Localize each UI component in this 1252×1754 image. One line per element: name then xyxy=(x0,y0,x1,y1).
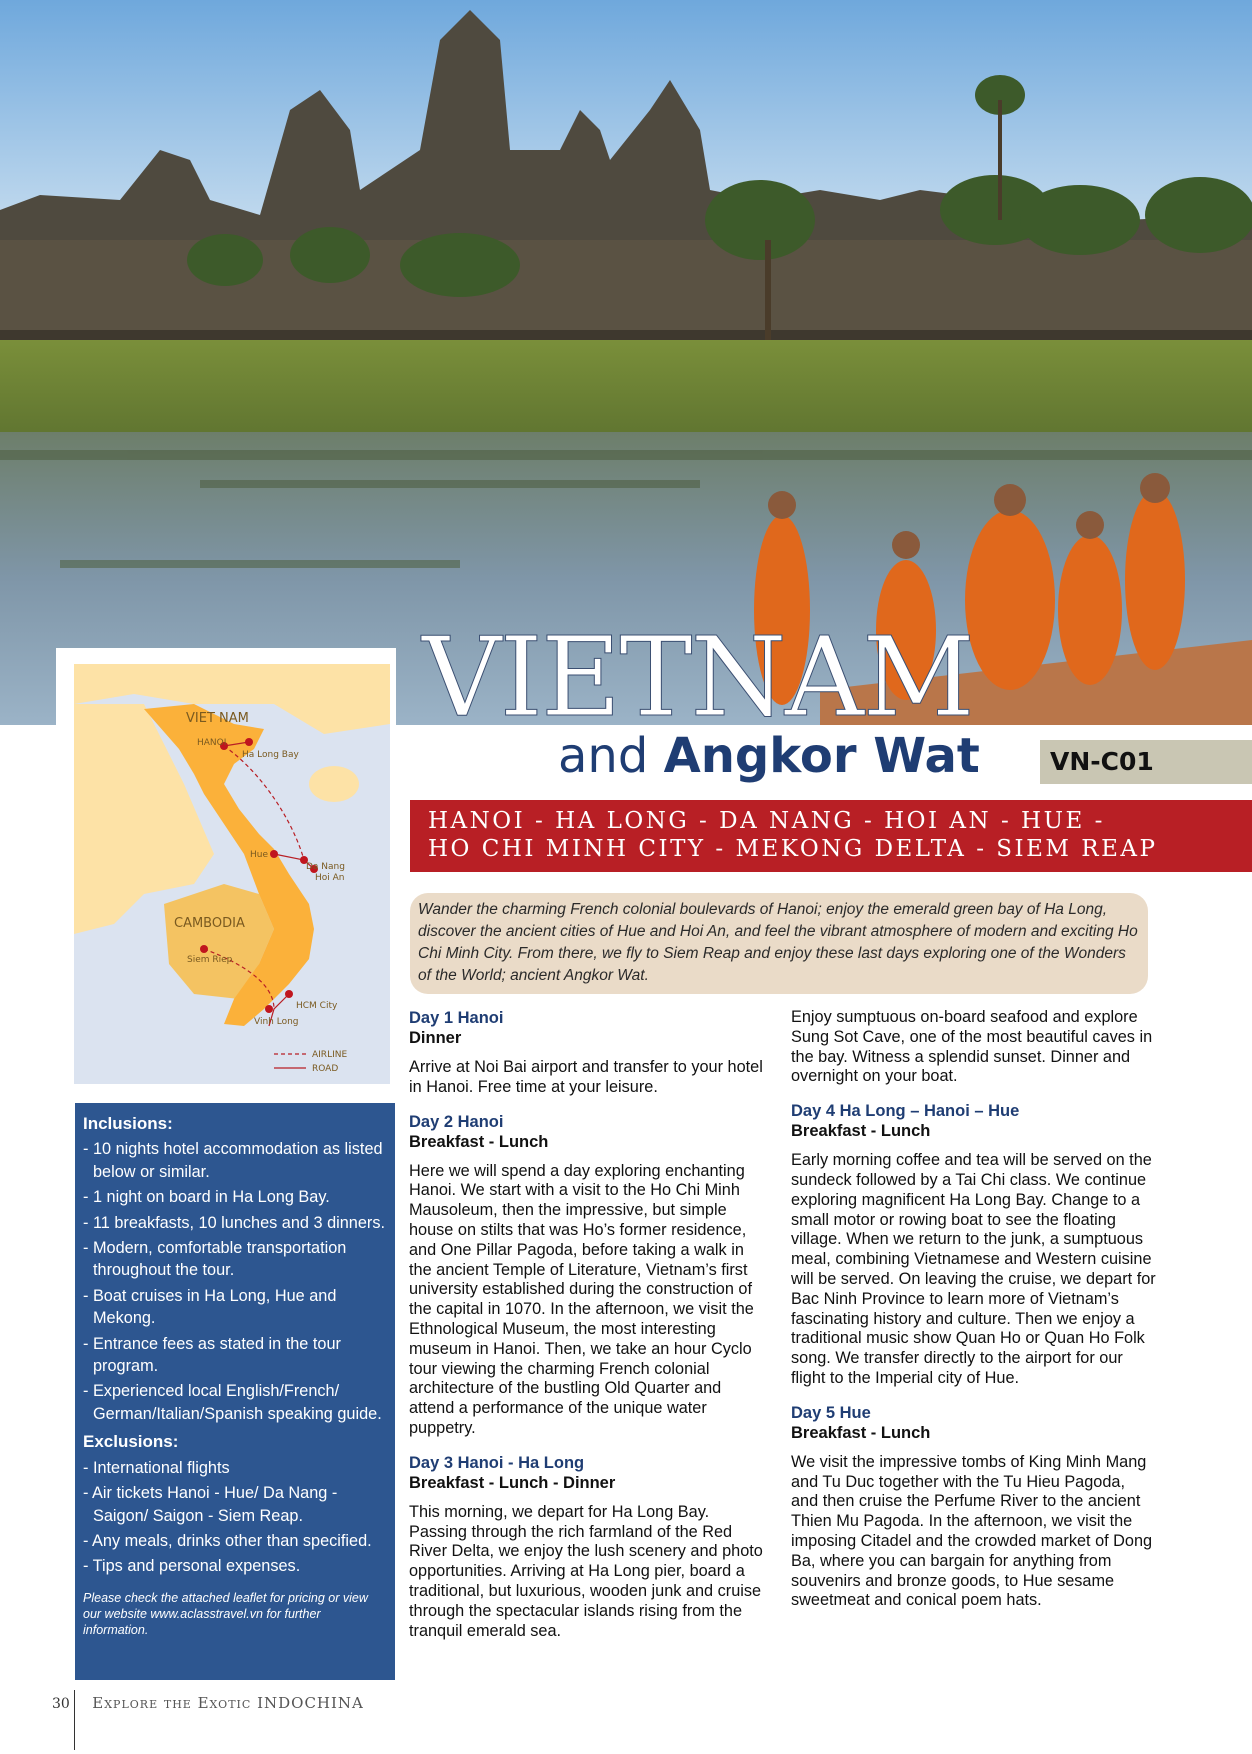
list-item: - Modern, comfortable transportation throughout the tour. xyxy=(83,1239,347,1280)
route-line-1: HANOI - HA LONG - DA NANG - HOI AN - HUE - xyxy=(428,808,1105,834)
day-title: Day 5 Hue xyxy=(791,1403,871,1422)
day-title: Day 1 Hanoi xyxy=(409,1009,504,1027)
list-item: - 11 breakfasts, 10 lunches and 3 dinners. xyxy=(83,1213,385,1232)
day-title: Day 2 Hanoi xyxy=(409,1112,504,1131)
itinerary-column-1 xyxy=(409,1008,763,1655)
day-block xyxy=(791,1101,1156,1389)
footer-divider xyxy=(74,1690,75,1750)
page-number: 30 xyxy=(52,1696,70,1712)
day-block xyxy=(791,1008,1156,1087)
list-item: - 1 night on board in Ha Long Bay. xyxy=(83,1188,330,1207)
map-label-vinhlong: Vinh Long xyxy=(254,1017,299,1027)
day-text: Arrive at Noi Bai airport and transfer to your hotel in Hanoi. Free time at your leisure. xyxy=(409,1058,763,1096)
list-item: - 10 nights hotel accommodation as listed below or similar. xyxy=(83,1140,383,1181)
intro-paragraph: Wander the charming French colonial boulevards of Hanoi; enjoy the emerald green bay of Ha Long, discover the ancient cities of Hue and Hoi An, and feel the vibrant atmosphere of modern and exciting Ho Chi Minh City. From there, we fly to Siem Reap and enjoy these last days exploring one of the Wonders of the World; ancient Angkor Wat. xyxy=(410,893,1148,994)
footer-title: Explore the Exotic INDOCHINA xyxy=(92,1694,364,1712)
page-subtitle xyxy=(558,728,980,784)
day-title: Day 4 Ha Long – Hanoi – Hue xyxy=(791,1102,1020,1121)
day-meals: Dinner xyxy=(409,1029,462,1047)
day-block xyxy=(409,1112,763,1439)
map-label-hoian: Hoi An xyxy=(315,873,345,883)
list-item: - Tips and personal expenses. xyxy=(83,1557,301,1576)
inclusions-heading: Inclusions: xyxy=(83,1114,173,1133)
route-line-2: HO CHI MINH CITY - MEKONG DELTA - SIEM REAP xyxy=(428,836,1158,862)
exclusions-heading: Exclusions: xyxy=(83,1432,179,1452)
exclusions-list xyxy=(83,1457,387,1578)
map-label-hcm: HCM City xyxy=(296,1001,338,1011)
route-map xyxy=(56,648,396,1090)
day-text: Early morning coffee and tea will be served on the sundeck followed by a Tai Chi class. We continue exploring magnificent Ha Long Bay. Change to a small motor or rowing boat to see the floating village. When we return to the junk, a sumptuous meal, combining Vietnamese and Western cuisine will be served. On leaving the cruise, we depart for Bac Ninh Province to learn more of Vietnam’s fascinating history and culture. Then we enjoy a traditional music show Quan Ho or Quan Ho Folk song. We transfer directly to the airport for our flight to the Imperial city of Hue. xyxy=(791,1151,1156,1387)
list-item: - Entrance fees as stated in the tour program. xyxy=(83,1334,341,1376)
list-item: - Any meals, drinks other than specified. xyxy=(83,1531,372,1550)
list-item: - Boat cruises in Ha Long, Hue and Mekong. xyxy=(83,1286,337,1328)
map-legend-airline: AIRLINE xyxy=(312,1050,348,1060)
map-label-hue: Hue xyxy=(250,850,269,860)
inclusions-list xyxy=(83,1138,387,1425)
day-block xyxy=(791,1403,1156,1611)
day-title: Day 3 Hanoi - Ha Long xyxy=(409,1453,585,1472)
map-label-danang: Da Nang xyxy=(306,862,345,872)
list-item: - Experienced local English/French/ German/Italian/Spanish speaking guide. xyxy=(83,1382,382,1423)
day-meals: Breakfast - Lunch xyxy=(791,1423,931,1442)
day-text: We visit the impressive tombs of King Minh Mang and Tu Duc together with the Tu Hieu Pagoda, and then cruise the Perfume River to the ancient Thien Mu Pagoda. In the afternoon, we visit the imposing Citadel and the crowded market of Dong Ba, where you can bargain for anything from souvenirs and bronze goods, to Hue sesame sweetmeat and conical poem hats. xyxy=(791,1452,1153,1610)
title-vietnam: VIETNAM xyxy=(422,613,973,741)
inclusions-panel xyxy=(75,1103,395,1680)
day-block xyxy=(409,1453,763,1642)
map-label-vietnam: VIET NAM xyxy=(186,711,249,726)
list-item: - International flights xyxy=(83,1458,230,1477)
day-meals: Breakfast - Lunch - Dinner xyxy=(409,1473,616,1492)
pricing-note: Please check the attached leaflet for pricing or view our website www.aclasstravel.vn for further information. xyxy=(83,1590,368,1637)
day-text: Here we will spend a day exploring enchanting Hanoi. We start with a visit to the Ho Chi Minh Mausoleum, then the impressive, but simple house on stilts that was Ho’s former residence, and One Pillar Pagoda, before taking a walk in the ancient Temple of Literature, Vietnam’s first university established during the construction of the capital in 1070. In the afternoon, we visit the Ethnological Museum, the most interesting museum in Hanoi. Then, we take an hour Cyclo tour viewing the charming French colonial architecture of the bustling Old Quarter and attend a performance of the unique water puppetry. xyxy=(409,1161,754,1437)
day-meals: Breakfast - Lunch xyxy=(409,1132,549,1151)
map-legend-road: ROAD xyxy=(312,1064,339,1074)
map-label-cambodia: CAMBODIA xyxy=(174,916,245,931)
map-label-hanoi: HANOI xyxy=(197,738,227,748)
day-meals: Breakfast - Lunch xyxy=(791,1122,931,1141)
map-label-siemriep: Siem Riep xyxy=(187,955,233,965)
route-banner xyxy=(410,800,1252,872)
day-block xyxy=(409,1008,763,1098)
map-label-halong: Ha Long Bay xyxy=(242,750,299,760)
itinerary-column-2 xyxy=(791,1008,1156,1625)
page-footer xyxy=(52,1694,364,1712)
day-text: This morning, we depart for Ha Long Bay. Passing through the rich farmland of the Red River Delta, we enjoy the lush scenery and photo opportunities. Arriving at Ha Long pier, board a traditional, but luxurious, wooden junk and cruise through the spectacular islands rising from the tranquil emerald sea. xyxy=(409,1502,763,1640)
title-angkor-wat: Angkor Wat xyxy=(663,728,980,784)
tour-code-badge: VN-C01 xyxy=(1040,740,1252,784)
day-text: Enjoy sumptuous on-board seafood and explore Sung Sot Cave, one of the most beautiful caves in the bay. Witness a splendid sunset. Dinner and overnight on your boat. xyxy=(791,1008,1153,1086)
list-item: - Air tickets Hanoi - Hue/ Da Nang - Saigon/ Saigon - Siem Reap. xyxy=(83,1484,338,1525)
title-and: and xyxy=(558,728,649,784)
